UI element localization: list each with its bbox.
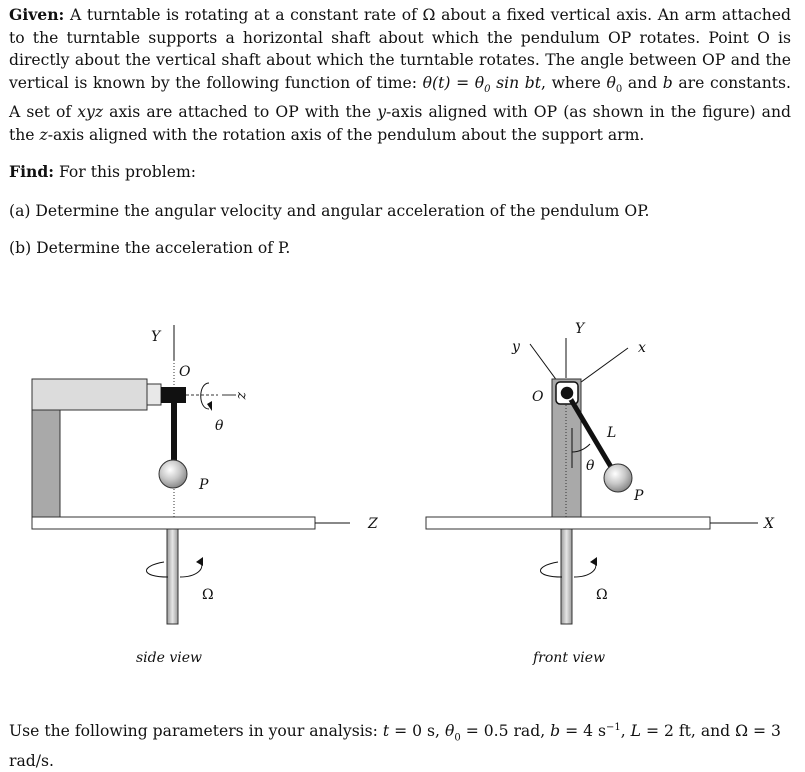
front-pivot-pin — [560, 386, 574, 400]
side-theta-arrow — [201, 383, 209, 409]
front-X-label: X — [764, 516, 774, 532]
front-view — [426, 321, 775, 666]
side-Z-label: Z — [368, 516, 378, 532]
side-view-caption: side view — [136, 650, 203, 666]
theta-equation: $\theta(t) = \theta_0$ sin bt — [422, 73, 542, 95]
parameters-paragraph: Use the following parameters in your analysis: t = 0 s, $\theta_0 = 0.5$ rad, b = 4 $s^{-1}$, L = 2 ft, and Ω = 3 rad/s. — [9, 722, 781, 770]
side-view — [32, 325, 378, 666]
front-omega-label: Ω — [596, 587, 608, 603]
side-theta-arrowhead — [207, 401, 212, 411]
side-pendulum-ball — [159, 460, 187, 488]
front-theta-label: θ — [586, 458, 595, 474]
side-support-post — [32, 410, 60, 517]
front-omega-arrow-left — [540, 562, 562, 577]
front-omega-arrowhead — [590, 557, 597, 566]
side-hub — [161, 387, 186, 403]
front-L-label: L — [607, 425, 617, 441]
parameters-line-2: rad/s. — [9, 751, 54, 770]
side-theta-label: θ — [215, 418, 224, 434]
front-Y-label: Y — [575, 321, 585, 337]
side-omega-arrowhead — [196, 557, 203, 566]
side-omega-arrow-left — [146, 562, 168, 577]
side-vertical-shaft — [167, 529, 178, 624]
front-y-label: y — [512, 339, 520, 355]
given-paragraph: Given: A turntable is rotating at a constant rate of Ω about a fixed vertical axis. An arm attached to the turntable supports a horizontal shaft about which the pendulum OP rotates. Point O is directly about the vertical shaft about which the turntable rotates. The angle between OP and the vertical is known by the following function of time: $\theta(t) = \theta_0$ sin bt, where $\theta_0$ and b are constants. A set of xyz axis are attached to OP with the y-axis aligned with OP (as shown in the figure) and the z-axis aligned with the rotation axis of the pendulum about the support arm. — [9, 5, 791, 145]
front-turntable — [426, 517, 710, 529]
side-o-label: O — [179, 364, 191, 380]
side-collar — [147, 384, 161, 405]
find-part-b: (b) Determine the acceleration of P. — [9, 239, 291, 257]
side-pendulum-rod — [171, 403, 177, 463]
find-text: For this problem: — [54, 163, 197, 181]
given-label: Given: — [9, 5, 65, 24]
side-p-label: P — [199, 477, 209, 493]
side-omega-label: Ω — [202, 587, 214, 603]
given-text-1: A turntable is rotating at a constant rate of Ω about a fixed vertical axis. An arm attached to the turntable supports a horizontal shaft about which the pendulum OP rotates. Point O is directly about the vertical shaft about which the turntable rotates. The angle between OP and the vertical is known by the following function of time: — [9, 6, 791, 92]
front-p-label: P — [634, 488, 644, 504]
front-x-label: x — [638, 340, 646, 356]
find-part-a: (a) Determine the angular velocity and angular acceleration of the pendulum OP. — [9, 202, 650, 220]
front-view-caption: front view — [533, 650, 606, 666]
side-z-label: z — [234, 392, 250, 400]
front-vertical-shaft — [561, 529, 572, 624]
front-o-label: O — [532, 389, 544, 405]
side-y-label: Y — [151, 329, 161, 345]
front-pendulum-ball — [604, 464, 632, 492]
side-turntable — [32, 517, 315, 529]
side-support-arm — [32, 379, 147, 410]
find-label: Find: — [9, 162, 54, 181]
